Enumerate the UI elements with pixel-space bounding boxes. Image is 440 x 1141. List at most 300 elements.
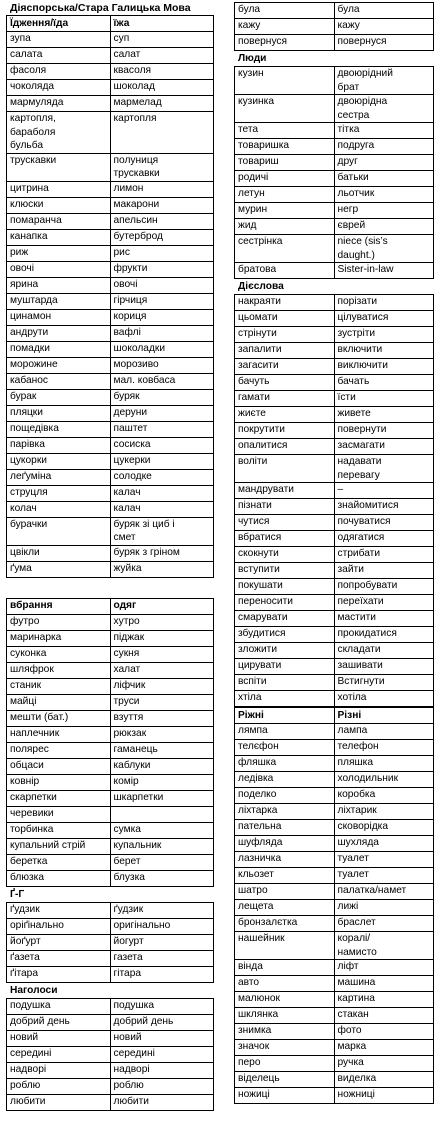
old-word: запалити: [235, 343, 335, 359]
modern-word: надавати перевагу: [334, 455, 434, 483]
old-word: клюски: [7, 197, 111, 213]
modern-word: цілуватися: [334, 311, 434, 327]
table-row: [7, 694, 214, 710]
modern-word: шоколадки: [110, 341, 214, 357]
modern-word: купальник: [110, 838, 214, 854]
modern-word: вафлі: [110, 325, 214, 341]
modern-word: одягатися: [334, 531, 434, 547]
modern-word: деруни: [110, 405, 214, 421]
modern-word: телефон: [334, 740, 434, 756]
old-word: суконка: [7, 646, 111, 662]
old-word: нашейник: [235, 932, 335, 960]
modern-word: комір: [110, 774, 214, 790]
modern-word: льотчик: [334, 187, 434, 203]
old-word: ґазета: [7, 950, 111, 966]
table-row: [235, 1088, 434, 1104]
modern-word: туалет: [334, 868, 434, 884]
old-word: ґудзик: [7, 902, 111, 918]
old-word: ножиці: [235, 1088, 335, 1104]
old-word: шатро: [235, 884, 335, 900]
old-word: ковнір: [7, 774, 111, 790]
old-word: була: [235, 3, 335, 19]
old-word: жиєте: [235, 407, 335, 423]
section-title: Ґ-Г: [10, 888, 25, 900]
old-word: блюзка: [7, 870, 111, 886]
old-word: шклянка: [235, 1008, 335, 1024]
table-row: [235, 1072, 434, 1088]
modern-word: сумка: [110, 822, 214, 838]
old-word: шляфрок: [7, 662, 111, 678]
table-row: [235, 772, 434, 788]
old-word: сестрінка: [235, 235, 335, 263]
modern-word: блузка: [110, 870, 214, 886]
old-word: фляшка: [235, 756, 335, 772]
modern-word: бачать: [334, 375, 434, 391]
modern-word: гаманець: [110, 742, 214, 758]
table-row: [7, 822, 214, 838]
table-row: [7, 32, 214, 48]
table-row: [235, 391, 434, 407]
old-word: ґума: [7, 561, 111, 577]
old-word: знимка: [235, 1024, 335, 1040]
modern-word: попробувати: [334, 579, 434, 595]
old-word: картопля, бараболя бульба: [7, 112, 111, 154]
table-row: [7, 309, 214, 325]
old-word: вінда: [235, 960, 335, 976]
table-row: [235, 3, 434, 19]
column-header: їжа: [110, 16, 214, 32]
table-row: [7, 790, 214, 806]
modern-word: лампа: [334, 724, 434, 740]
modern-word: салат: [110, 48, 214, 64]
modern-word: туалет: [334, 852, 434, 868]
table-row: [235, 1056, 434, 1072]
old-word: цитрина: [7, 181, 111, 197]
old-word: струцля: [7, 485, 111, 501]
old-word: ліхтарка: [235, 804, 335, 820]
table-row: [235, 375, 434, 391]
old-word: фасоля: [7, 64, 111, 80]
table-row: [235, 95, 434, 123]
table-row: [235, 123, 434, 139]
old-word: перо: [235, 1056, 335, 1072]
table-row: [7, 293, 214, 309]
table-row: [235, 976, 434, 992]
old-word: покрутити: [235, 423, 335, 439]
modern-word: холодильник: [334, 772, 434, 788]
old-word: шуфляда: [235, 836, 335, 852]
table-row: [235, 884, 434, 900]
column-header: одяг: [110, 598, 214, 614]
modern-word: ґудзик: [110, 902, 214, 918]
table-row: [7, 1046, 214, 1062]
old-word: майці: [7, 694, 111, 710]
table-row: [7, 501, 214, 517]
table-row: [7, 421, 214, 437]
modern-word: подруга: [334, 139, 434, 155]
table-row: [235, 235, 434, 263]
modern-word: шоколад: [110, 80, 214, 96]
modern-word: включити: [334, 343, 434, 359]
table-row: [7, 1030, 214, 1046]
old-word: мешти (бат.): [7, 710, 111, 726]
modern-word: палатка/намет: [334, 884, 434, 900]
modern-word: гірчиця: [110, 293, 214, 309]
modern-word: сковорідка: [334, 820, 434, 836]
table-row: [7, 838, 214, 854]
old-word: пательна: [235, 820, 335, 836]
modern-word: ліхтарик: [334, 804, 434, 820]
old-word: цирувати: [235, 659, 335, 675]
old-word: опалитися: [235, 439, 335, 455]
table-row: [7, 469, 214, 485]
table-row: [235, 155, 434, 171]
modern-word: газета: [110, 950, 214, 966]
old-word: покушати: [235, 579, 335, 595]
modern-word: калач: [110, 501, 214, 517]
old-word: риж: [7, 245, 111, 261]
old-word: торбинка: [7, 822, 111, 838]
table-row: [7, 48, 214, 64]
modern-word: гітара: [110, 966, 214, 982]
table-row: [235, 187, 434, 203]
table-row: [235, 407, 434, 423]
modern-word: марка: [334, 1040, 434, 1056]
page-title: Діяспорська/Стара Галицька Мова: [10, 2, 191, 14]
table-row: [7, 64, 214, 80]
table-row: [7, 678, 214, 694]
table-row: [235, 852, 434, 868]
modern-word: лижі: [334, 900, 434, 916]
old-word: цукорки: [7, 453, 111, 469]
section-title: Люди: [238, 53, 267, 64]
table-row: [235, 579, 434, 595]
old-word: ґітара: [7, 966, 111, 982]
modern-word: негр: [334, 203, 434, 219]
table-row: [235, 311, 434, 327]
table-row: [7, 80, 214, 96]
table-row: [235, 916, 434, 932]
modern-word: прокидатися: [334, 627, 434, 643]
right-sections: [234, 2, 434, 1104]
old-word: летун: [235, 187, 335, 203]
old-word: гамати: [235, 391, 335, 407]
modern-word: овочі: [110, 277, 214, 293]
modern-word: порізати: [334, 295, 434, 311]
table-row: [7, 1014, 214, 1030]
table-row: [7, 245, 214, 261]
modern-word: хутро: [110, 614, 214, 630]
table-row: [235, 67, 434, 95]
old-word: кажу: [235, 19, 335, 35]
word-table: [234, 707, 434, 1104]
old-word: стрінути: [235, 327, 335, 343]
modern-word: макарони: [110, 197, 214, 213]
old-word: лазничка: [235, 852, 335, 868]
table-row: [7, 758, 214, 774]
modern-word: сукня: [110, 646, 214, 662]
old-word: смарувати: [235, 611, 335, 627]
modern-word: ліфчик: [110, 678, 214, 694]
table-row: [235, 439, 434, 455]
table-row: [235, 740, 434, 756]
modern-word: кажу: [334, 19, 434, 35]
old-word: скарпетки: [7, 790, 111, 806]
modern-word: почуватися: [334, 515, 434, 531]
old-word: скокнути: [235, 547, 335, 563]
table-row: [7, 112, 214, 154]
modern-word: складати: [334, 643, 434, 659]
modern-word: живете: [334, 407, 434, 423]
column-header: Ріжні: [235, 708, 335, 724]
old-word: бурачки: [7, 517, 111, 545]
modern-word: взуття: [110, 710, 214, 726]
modern-word: жуйка: [110, 561, 214, 577]
table-row: [7, 229, 214, 245]
word-table: [6, 15, 214, 578]
table-row: [7, 934, 214, 950]
old-word: леґуміна: [7, 469, 111, 485]
old-word: тета: [235, 123, 335, 139]
old-word: кузинка: [235, 95, 335, 123]
old-word: лямпа: [235, 724, 335, 740]
table-row: [235, 643, 434, 659]
old-word: подушка: [7, 998, 111, 1014]
table-row: [7, 1062, 214, 1078]
modern-word: засмагати: [334, 439, 434, 455]
modern-word: бутерброд: [110, 229, 214, 245]
modern-word: машина: [334, 976, 434, 992]
old-word: вбратися: [235, 531, 335, 547]
table-row: [7, 373, 214, 389]
modern-word: ручка: [334, 1056, 434, 1072]
modern-word: повернуся: [334, 35, 434, 51]
old-word: купальний стрій: [7, 838, 111, 854]
modern-word: фото: [334, 1024, 434, 1040]
old-word: надворі: [7, 1062, 111, 1078]
section-title: Дієслова: [238, 281, 284, 292]
table-row: [235, 563, 434, 579]
old-word: товаришка: [235, 139, 335, 155]
modern-word: апельсин: [110, 213, 214, 229]
table-row: [235, 595, 434, 611]
old-word: хтіла: [235, 691, 335, 707]
old-word: беретка: [7, 854, 111, 870]
old-word: цвікли: [7, 545, 111, 561]
old-word: кузин: [235, 67, 335, 95]
modern-word: переїхати: [334, 595, 434, 611]
modern-word: роблю: [110, 1078, 214, 1094]
table-row: [7, 774, 214, 790]
old-word: станик: [7, 678, 111, 694]
old-word: чутися: [235, 515, 335, 531]
table-row: [235, 263, 434, 279]
old-word: овочі: [7, 261, 111, 277]
old-word: чоколяда: [7, 80, 111, 96]
modern-word: мармелад: [110, 96, 214, 112]
table-row: [235, 788, 434, 804]
modern-word: шухляда: [334, 836, 434, 852]
table-row: [235, 343, 434, 359]
old-word: товариш: [235, 155, 335, 171]
modern-word: оригінально: [110, 918, 214, 934]
old-word: переносити: [235, 595, 335, 611]
old-word: пізнати: [235, 499, 335, 515]
table-row: [7, 325, 214, 341]
modern-word: тітка: [334, 123, 434, 139]
modern-word: картина: [334, 992, 434, 1008]
table-row: [7, 614, 214, 630]
modern-word: морозиво: [110, 357, 214, 373]
old-word: парівка: [7, 437, 111, 453]
old-word: малюнок: [235, 992, 335, 1008]
table-row: [235, 327, 434, 343]
table-row: [235, 804, 434, 820]
modern-word: ножниці: [334, 1088, 434, 1104]
table-row: [7, 806, 214, 822]
modern-word: хотіла: [334, 691, 434, 707]
old-word: кабанос: [7, 373, 111, 389]
modern-word: [110, 806, 214, 822]
old-word: футро: [7, 614, 111, 630]
old-word: наплечник: [7, 726, 111, 742]
table-row: [7, 453, 214, 469]
modern-word: кориця: [110, 309, 214, 325]
old-word: салата: [7, 48, 111, 64]
table-row: [7, 153, 214, 181]
old-word: зупа: [7, 32, 111, 48]
table-row: [7, 517, 214, 545]
old-word: воліти: [235, 455, 335, 483]
table-row: [7, 181, 214, 197]
modern-word: мастити: [334, 611, 434, 627]
old-word: андрути: [7, 325, 111, 341]
word-table: [234, 2, 434, 51]
column-header: вбрання: [7, 598, 111, 614]
old-word: повернуся: [235, 35, 335, 51]
modern-word: –: [334, 483, 434, 499]
left-column: [6, 2, 214, 1111]
old-word: загасити: [235, 359, 335, 375]
modern-word: середині: [110, 1046, 214, 1062]
table-row: [7, 96, 214, 112]
table-row: [235, 932, 434, 960]
old-word: обцаси: [7, 758, 111, 774]
table-row: [7, 485, 214, 501]
table-row: [7, 213, 214, 229]
table-row: [7, 646, 214, 662]
old-word: морожине: [7, 357, 111, 373]
old-word: бурак: [7, 389, 111, 405]
table-row: [7, 630, 214, 646]
table-row: [7, 561, 214, 577]
modern-word: їсти: [334, 391, 434, 407]
table-row: [235, 531, 434, 547]
table-row: [235, 35, 434, 51]
modern-word: стакан: [334, 1008, 434, 1024]
old-word: маринарка: [7, 630, 111, 646]
old-word: цьомати: [235, 311, 335, 327]
old-word: вспіти: [235, 675, 335, 691]
table-row: [235, 547, 434, 563]
old-word: помаранча: [7, 213, 111, 229]
right-column: [234, 2, 434, 1104]
modern-word: лимон: [110, 181, 214, 197]
modern-word: двоюрідна сестра: [334, 95, 434, 123]
word-table: [6, 998, 214, 1111]
old-word: черевики: [7, 806, 111, 822]
modern-word: повернути: [334, 423, 434, 439]
old-word: йоґурт: [7, 934, 111, 950]
old-word: лещета: [235, 900, 335, 916]
table-row: [235, 19, 434, 35]
modern-word: коробка: [334, 788, 434, 804]
old-word: жид: [235, 219, 335, 235]
left-sections: [6, 15, 214, 1111]
old-word: муштарда: [7, 293, 111, 309]
table-row: [235, 455, 434, 483]
old-word: зложити: [235, 643, 335, 659]
modern-word: зашивати: [334, 659, 434, 675]
table-row: [7, 357, 214, 373]
modern-word: фрукти: [110, 261, 214, 277]
modern-word: подушка: [110, 998, 214, 1014]
table-row: [235, 900, 434, 916]
old-word: пощедівка: [7, 421, 111, 437]
table-row: [7, 966, 214, 982]
table-row: [235, 611, 434, 627]
old-word: телєфон: [235, 740, 335, 756]
old-word: канапка: [7, 229, 111, 245]
modern-word: любити: [110, 1094, 214, 1110]
modern-word: надворі: [110, 1062, 214, 1078]
modern-word: двоюрідний брат: [334, 67, 434, 95]
old-word: помадки: [7, 341, 111, 357]
table-row: [7, 277, 214, 293]
modern-word: Sister-in-law: [334, 263, 434, 279]
modern-word: каблуки: [110, 758, 214, 774]
table-row: [235, 659, 434, 675]
modern-word: зустріти: [334, 327, 434, 343]
table-row: [235, 499, 434, 515]
table-row: [235, 868, 434, 884]
modern-word: калач: [110, 485, 214, 501]
modern-word: niece (sis’s daught.): [334, 235, 434, 263]
section-gap: [6, 578, 214, 598]
old-word: родичі: [235, 171, 335, 187]
modern-word: була: [334, 3, 434, 19]
table-row: [235, 1040, 434, 1056]
old-word: полярес: [7, 742, 111, 758]
table-header-row: [235, 708, 434, 724]
old-word: оріґінально: [7, 918, 111, 934]
modern-word: цукерки: [110, 453, 214, 469]
modern-word: буряк: [110, 389, 214, 405]
modern-word: батьки: [334, 171, 434, 187]
table-row: [7, 918, 214, 934]
old-word: цинамон: [7, 309, 111, 325]
old-word: накраяти: [235, 295, 335, 311]
modern-word: новий: [110, 1030, 214, 1046]
table-row: [235, 724, 434, 740]
modern-word: добрий день: [110, 1014, 214, 1030]
table-row: [7, 662, 214, 678]
table-row: [7, 854, 214, 870]
table-row: [7, 870, 214, 886]
modern-word: берет: [110, 854, 214, 870]
old-word: новий: [7, 1030, 111, 1046]
table-row: [7, 261, 214, 277]
